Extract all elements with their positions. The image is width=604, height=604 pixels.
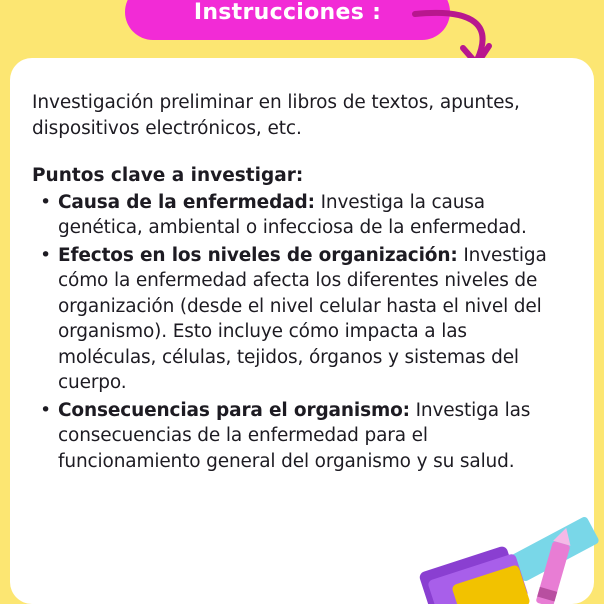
content-card	[10, 58, 594, 604]
list-item-text: Investiga la causa genética, ambiental o infecciosa de la enfermedad.	[58, 191, 527, 239]
title-pill	[125, 0, 450, 40]
list-item	[58, 190, 570, 241]
list-item-label: Causa de la enfermedad:	[58, 191, 315, 213]
header	[0, 0, 604, 44]
list-item-label: Consecuencias para el organismo:	[58, 399, 410, 421]
key-points-list	[32, 190, 570, 475]
intro-paragraph: Investigación preliminar en libros de textos, apuntes, dispositivos electrónicos, etc.	[32, 92, 520, 140]
list-item	[58, 243, 570, 396]
list-item	[58, 398, 570, 475]
page-title: Instrucciones :	[193, 0, 382, 25]
list-item-label: Efectos en los niveles de organización:	[58, 244, 458, 266]
list-item-text: Investiga las consecuencias de la enfermedad para el funcionamiento general del organismo y su salud.	[58, 399, 531, 472]
list-item-text: Investiga cómo la enfermedad afecta los diferentes niveles de organización (desde el nivel celular hasta el nivel del organismo). Esto incluye cómo impacta a las moléculas, células, tejidos, órganos y sistemas del cuerpo.	[58, 244, 547, 394]
section-heading: Puntos clave a investigar:	[32, 164, 304, 186]
